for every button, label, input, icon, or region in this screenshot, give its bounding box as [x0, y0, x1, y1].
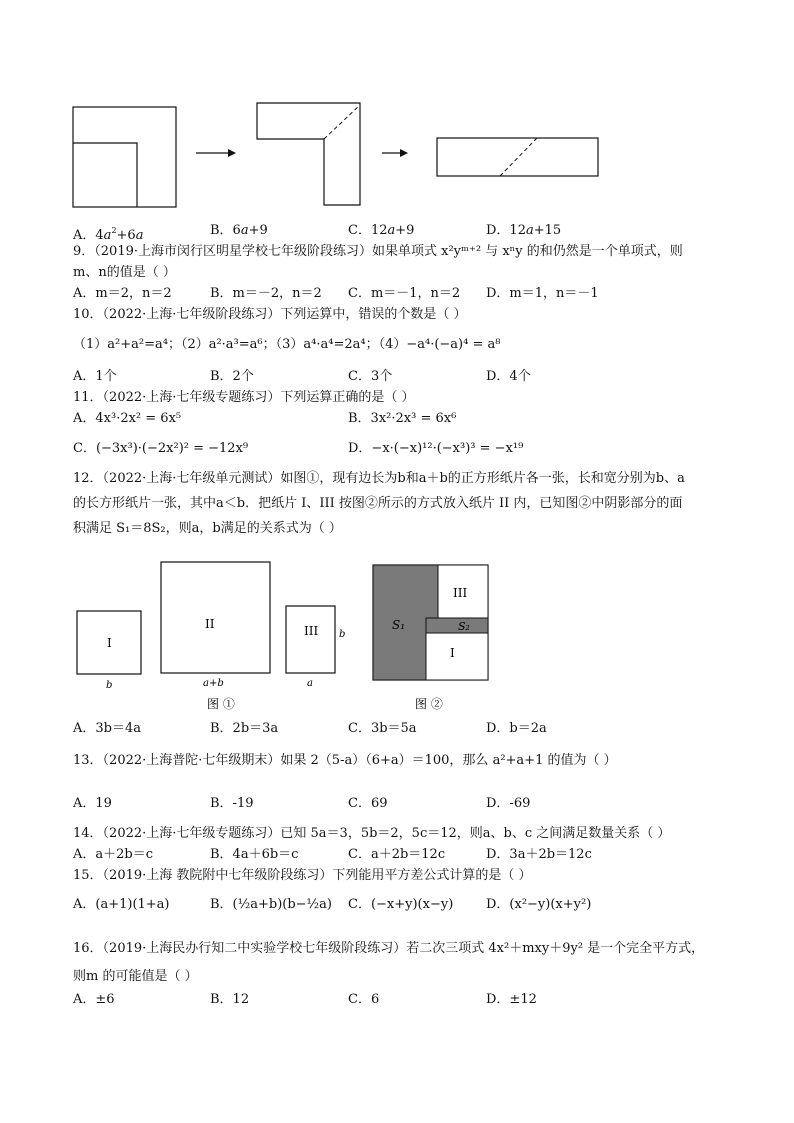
q11-option-d[interactable]: D．−x·(−x)¹²·(−x³)³ = −x¹⁹	[348, 441, 524, 456]
q15-option-a[interactable]: A．(a+1)(1+a)	[73, 897, 170, 912]
q8-figure	[60, 95, 620, 215]
fig2-shaded-s2	[426, 618, 488, 633]
q15-option-c[interactable]: C．(−x+y)(x−y)	[348, 897, 454, 912]
q8-result-rectangle	[437, 138, 598, 176]
q13-stem: 13．（2022·上海普陀·七年级期末）如果 2（5-a）（6+a）＝100，那么 a²+a+1 的值为（ ）	[73, 753, 617, 768]
q8-inner-square	[73, 143, 137, 207]
q14-option-b[interactable]: B．4a＋6b＝c	[210, 847, 299, 862]
q9-option-c[interactable]: C．m＝－1，n＝2	[348, 286, 461, 301]
q10-option-c[interactable]: C．3个	[348, 369, 393, 384]
q9-option-d[interactable]: D．m＝1，n＝－1	[486, 286, 599, 301]
q14-stem: 14．（2022·上海·七年级专题练习）已知 5a＝3，5b＝2，5c＝12，则a、b、c 之间满足数量关系（ ）	[73, 826, 671, 841]
q13-option-b[interactable]: B．-19	[210, 796, 254, 811]
q13-option-d[interactable]: D．-69	[486, 796, 531, 811]
q14-option-d[interactable]: D．3a＋2b＝12c	[486, 847, 592, 862]
q10-option-d[interactable]: D．4个	[486, 369, 531, 384]
q11-option-a[interactable]: A．4x³·2x² = 6x⁵	[73, 411, 182, 426]
q12-stem-line-1: 12．（2022·上海·七年级单元测试）如图①，现有边长为b和a＋b的正方形纸片各一张，长和宽分别为b、a	[73, 471, 685, 486]
q8-option-b[interactable]: B．6a+9	[210, 223, 268, 238]
q13-option-c[interactable]: C．69	[348, 796, 388, 811]
fig1-dim-ab: a+b	[203, 678, 224, 689]
q8-option-a[interactable]: A．$4a^2+6a$	[73, 226, 144, 243]
q15-stem: 15．（2019·上海 教院附中七年级阶段练习）下列能用平方差公式计算的是（ ）	[73, 868, 532, 883]
q15-option-b[interactable]: B．(½a+b)(b−½a)	[210, 897, 332, 912]
q16-stem-line-1: 16．（2019·上海民办行知二中实验学校七年级阶段练习）若二次三项式 4x²＋mxy＋9y² 是一个完全平方式，	[73, 941, 705, 956]
q16-option-b[interactable]: B．12	[210, 992, 250, 1007]
arrow-1-head	[228, 149, 236, 157]
q12-figure-2	[365, 555, 505, 715]
fig1-dim-b-side: b	[339, 629, 346, 640]
q10-stem: 10．（2022·上海·七年级阶段练习）下列运算中，错误的个数是（ ）	[73, 307, 467, 322]
q8-option-d[interactable]: D．12a+15	[486, 223, 562, 238]
q15-option-d[interactable]: D．(x²−y)(x+y²)	[486, 897, 592, 912]
fig1-label-i: I	[107, 636, 112, 650]
q12-option-c[interactable]: C．3b＝5a	[348, 721, 417, 736]
q12-option-a[interactable]: A．3b＝4a	[73, 721, 142, 736]
q12-stem-line-2: 的长方形纸片一张，其中a＜b．把纸片 I、III 按图②所示的方式放入纸片 II 内，已知图②中阴影部分的面	[73, 496, 683, 511]
fig1-label-ii: II	[205, 617, 215, 631]
fig1-label-iii: III	[304, 624, 319, 638]
q11-option-b[interactable]: B．3x²·2x³ = 6x⁶	[348, 411, 457, 426]
fig2-label-s1: S₁	[392, 618, 406, 632]
q9-stem-line-1: 9．（2019·上海市闵行区明星学校七年级阶段练习）如果单项式 x²yᵐ⁺² 与 xⁿy 的和仍然是一个单项式，则	[73, 244, 683, 259]
fig2-caption: 图 ②	[415, 697, 443, 711]
q9-option-a[interactable]: A．m＝2，n＝2	[73, 286, 172, 301]
q10-items: （1）a²+a²=a⁴；（2）a²·a³=a⁶；（3）a⁴·a⁴=2a⁴；（4）−a⁴·(−a)⁴ = a⁸	[73, 337, 501, 352]
fig1-caption: 图 ①	[207, 697, 235, 711]
q10-option-b[interactable]: B．2个	[210, 369, 254, 384]
q10-option-a[interactable]: A．1个	[73, 369, 117, 384]
q12-stem-line-3: 积满足 S₁＝8S₂，则a，b满足的关系式为（ ）	[73, 521, 342, 536]
q16-option-c[interactable]: C．6	[348, 992, 380, 1007]
fig1-dim-b: b	[106, 680, 113, 691]
q12-figure-1	[70, 555, 360, 715]
q8-cut-line-2	[500, 138, 537, 176]
q12-option-d[interactable]: D．b＝2a	[486, 721, 547, 736]
q8-outer-square	[73, 107, 176, 207]
fig2-label-i: I	[450, 646, 455, 660]
fig2-square-i	[426, 633, 488, 680]
q16-stem-line-2: 则m 的可能值是（ ）	[73, 969, 198, 984]
q13-option-a[interactable]: A．19	[73, 796, 112, 811]
q8-l-shape	[257, 103, 360, 205]
fig2-label-iii: III	[453, 586, 468, 600]
q16-option-d[interactable]: D．±12	[486, 992, 537, 1007]
q12-option-b[interactable]: B．2b＝3a	[210, 721, 279, 736]
q14-option-a[interactable]: A．a＋2b＝c	[73, 847, 154, 862]
arrow-2-head	[400, 149, 408, 157]
q8-option-c[interactable]: C．12a+9	[348, 223, 415, 238]
q9-stem-line-2: m、n的值是（ ）	[73, 265, 176, 280]
fig1-dim-a: a	[307, 678, 313, 689]
rectangle-iii	[286, 606, 335, 673]
q16-option-a[interactable]: A．±6	[73, 992, 115, 1007]
q8-cut-line-1	[324, 105, 360, 139]
q11-option-c[interactable]: C．(−3x³)·(−2x²)² = −12x⁹	[73, 441, 249, 456]
q14-option-c[interactable]: C．a＋2b＝12c	[348, 847, 446, 862]
fig2-label-s2: S₂	[458, 620, 470, 633]
q9-option-b[interactable]: B．m＝－2，n＝2	[210, 286, 322, 301]
q11-stem: 11．（2022·上海·七年级专题练习）下列运算正确的是（ ）	[73, 390, 415, 405]
square-ii	[161, 562, 270, 673]
